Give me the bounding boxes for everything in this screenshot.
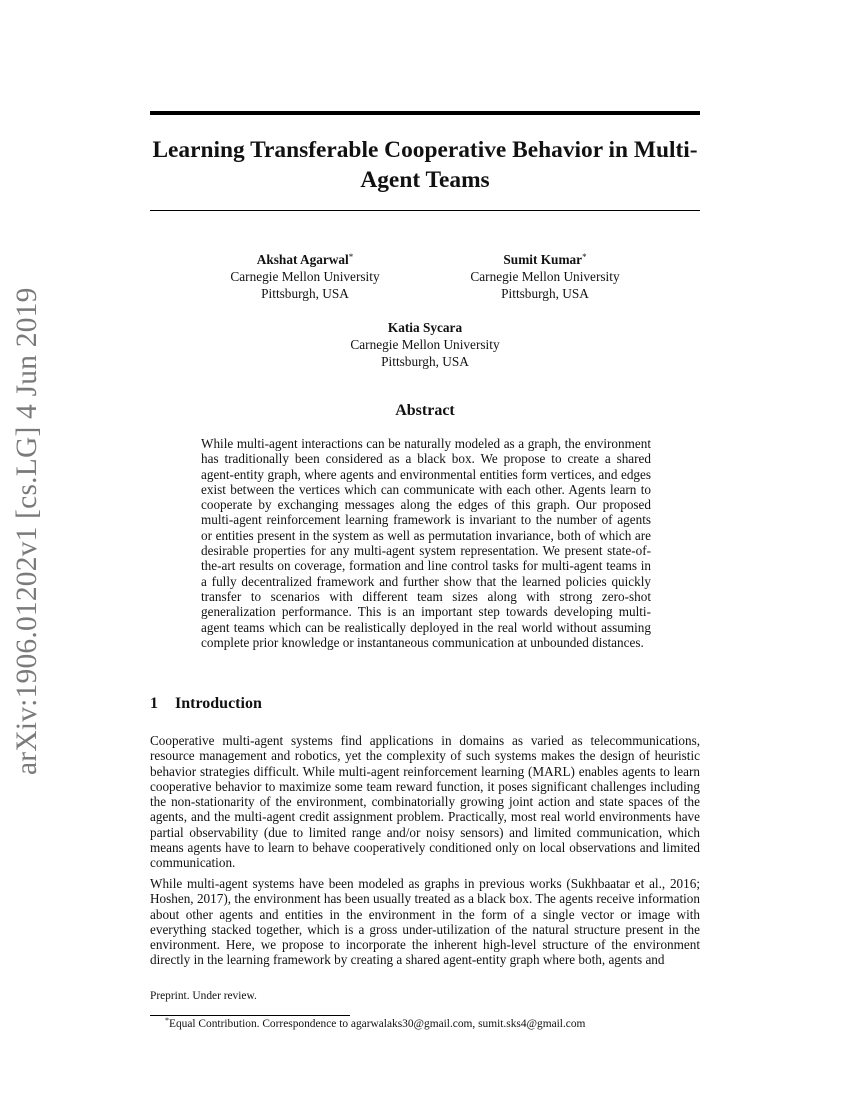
section-number: 1: [150, 695, 158, 712]
section-title: Introduction: [175, 695, 262, 712]
author-name: Sumit Kumar: [503, 252, 583, 267]
author-location: Pittsburgh, USA: [261, 286, 349, 301]
author-affiliation: Carnegie Mellon University: [230, 269, 380, 284]
title-bottom-rule: [150, 210, 700, 211]
author-name: Akshat Agarwal: [256, 252, 349, 267]
section-heading-introduction: [150, 695, 262, 713]
footnote: [165, 1018, 585, 1030]
author-affiliation: Carnegie Mellon University: [350, 337, 500, 352]
equal-contribution-mark: *: [348, 252, 354, 262]
author-block-3: [325, 319, 525, 370]
intro-paragraph-1: Cooperative multi-agent systems find applications in domains as varied as telecommunications, resource management and robotics, yet the complexity of such systems makes the design of heuristic behavior strategies difficult. While multi-agent reinforcement learning (MARL) enables agents to learn cooperative behavior to maximize some team reward function, it poses significant challenges including the non-stationarity of the environment, combinatorially growing joint action and state spaces of the agents, and the multi-agent credit assignment problem. Practically, most real world environments have partial observability (due to limited range and/or noisy sensors) and limited communication, which means agents have to learn to behave cooperatively conditioned only on local observations and limited communication.: [150, 733, 700, 871]
author-affiliation: Carnegie Mellon University: [470, 269, 620, 284]
abstract-heading: Abstract: [395, 402, 455, 419]
author-block-2: [445, 251, 645, 302]
abstract-text: While multi-agent interactions can be naturally modeled as a graph, the environment has traditionally been considered as a black box. We propose to create a shared agent-entity graph, where agents and environmental entities form vertices, and edges exist between the vertices which can communicate with each other. Agents learn to cooperate by exchanging messages along the edges of this graph. Our proposed multi-agent reinforcement learning framework is invariant to the number of agents or entities present in the system as well as permutation invariance, both of which are desirable properties for any multi-agent system representation. We present state-of-the-art results on coverage, formation and line control tasks for multi-agent teams in a fully decentralized framework and further show that the learned policies quickly transfer to scenarios with different team sizes along with strong zero-shot generalization performance. This is an important step towards developing multi-agent teams which can be realistically deployed in the real world without assuming complete prior knowledge or instantaneous communication at unbounded distances.: [201, 436, 651, 650]
title-top-rule: [150, 111, 700, 115]
author-location: Pittsburgh, USA: [501, 286, 589, 301]
arxiv-identifier-stamp: arXiv:1906.01202v1 [cs.LG] 4 Jun 2019: [11, 287, 43, 775]
footnote-mark: *: [165, 1016, 169, 1025]
preprint-note: Preprint. Under review.: [150, 990, 257, 1002]
equal-contribution-mark: *: [582, 252, 587, 262]
paper-title: Learning Transferable Cooperative Behavior in Multi-Agent Teams: [152, 137, 698, 193]
footnote-text: Equal Contribution. Correspondence to agarwalaks30@gmail.com, sumit.sks4@gmail.com: [169, 1018, 586, 1030]
footnote-rule: [150, 1015, 350, 1016]
author-name: Katia Sycara: [387, 320, 463, 335]
author-location: Pittsburgh, USA: [381, 354, 469, 369]
author-block-1: [205, 251, 405, 302]
intro-paragraph-2: While multi-agent systems have been modeled as graphs in previous works (Sukhbaatar et al., 2016; Hoshen, 2017), the environment has been usually treated as a black box. The agents receive information about other agents and entities in the environment in the form of a single vector or image with everything stacked together, which is a gross under-utilization of the natural structure present in the environment. Here, we propose to incorporate the inherent high-level structure of the environment directly in the learning framework by creating a shared agent-entity graph where both, agents and: [150, 876, 700, 968]
